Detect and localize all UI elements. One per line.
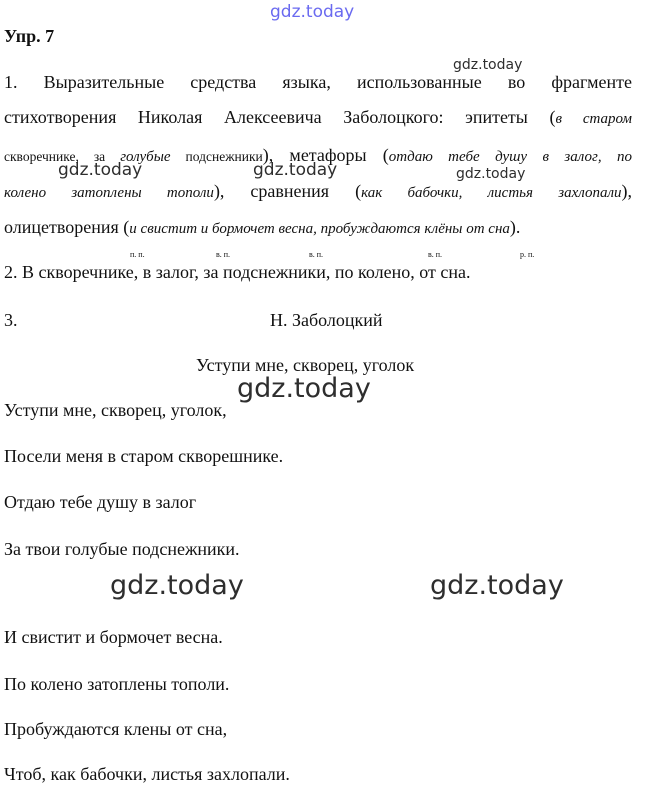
poem-author: Н. Заболоцкий — [270, 310, 383, 330]
watermark-small: gdz.today — [456, 166, 526, 182]
watermark-top: gdz.today — [270, 2, 355, 22]
watermark-large: gdz.today — [430, 570, 564, 601]
case-label: р. п. — [520, 250, 535, 259]
watermark-large: gdz.today — [237, 373, 371, 404]
item1-line1: 1. Выразительные средства языка, использованные во фрагменте — [4, 72, 632, 92]
watermark-large: gdz.today — [110, 570, 244, 601]
poem-line: Чтоб, как бабочки, листья захлопали. — [4, 764, 290, 784]
case-label: в. п. — [309, 250, 324, 259]
item1-line4: колено затоплены тополи), сравнения (как бабочки, листья захлопали), — [4, 181, 632, 201]
watermark-small: gdz.today — [253, 160, 338, 180]
poem-line: Уступи мне, скворец, уголок, — [4, 400, 227, 420]
item2-text: 2. В скворечнике, в залог, за подснежники, по колено, от сна. — [4, 262, 471, 282]
item3-number: 3. — [4, 310, 18, 330]
poem-line: По колено затоплены тополи. — [4, 674, 230, 694]
poem-line: За твои голубые подснежники. — [4, 539, 240, 559]
item1-line2: стихотворения Николая Алексеевича Заболоцкого: эпитеты (в старом — [4, 107, 633, 127]
poem-line: Пробуждаются клены от сна, — [4, 719, 228, 739]
case-label: в. п. — [428, 250, 443, 259]
poem-line: И свистит и бормочет весна. — [4, 627, 223, 647]
poem-line: Отдаю тебе душу в залог — [4, 492, 197, 512]
case-label: п. п. — [130, 250, 145, 259]
poem-title: Уступи мне, скворец, уголок — [196, 355, 415, 375]
case-label: в. п. — [216, 250, 231, 259]
item1-line5: олицетворения (и свистит и бормочет весна, пробуждаются клёны от сна). — [4, 217, 521, 237]
exercise-title: Упр. 7 — [4, 26, 55, 46]
item1-line3: скворечнике, за голубые подснежники), метафоры (отдаю тебе душу в залог, по — [4, 145, 632, 165]
watermark-small: gdz.today — [453, 57, 523, 73]
watermark-small: gdz.today — [58, 160, 143, 180]
poem-line: Посели меня в старом скворешнике. — [4, 446, 284, 466]
